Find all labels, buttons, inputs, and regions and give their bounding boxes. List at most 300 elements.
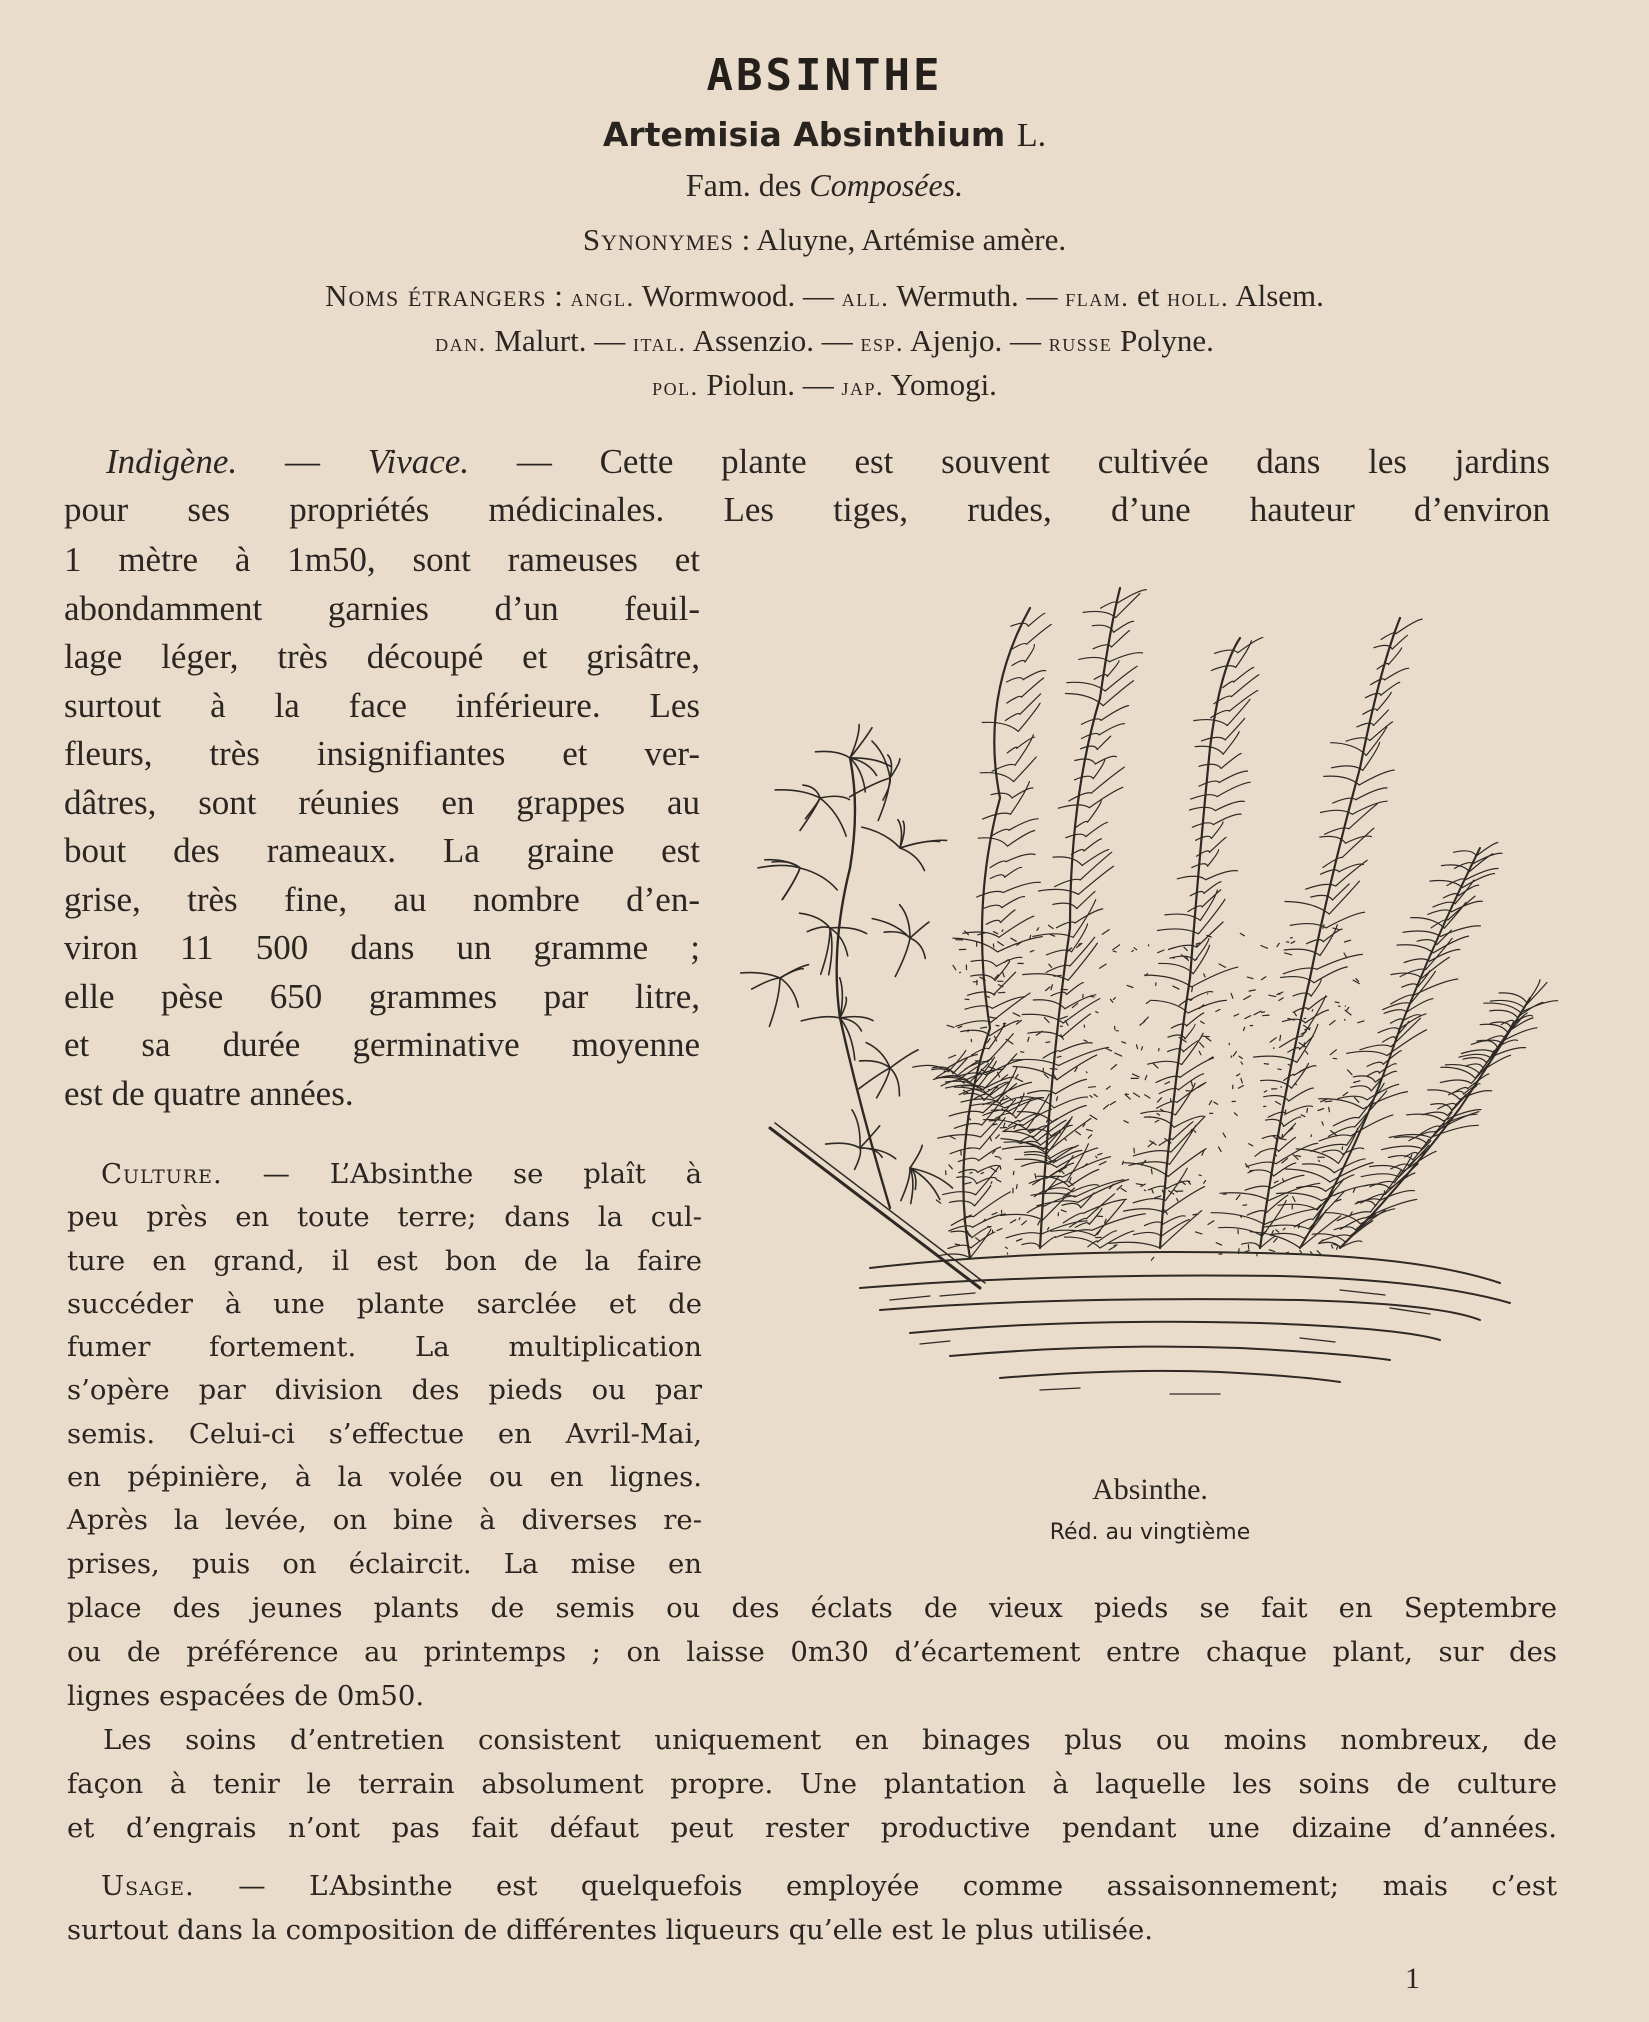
foliage-stroke bbox=[1068, 943, 1097, 980]
sprig-leaf-stroke bbox=[800, 798, 820, 831]
synonyms-line bbox=[0, 222, 1649, 258]
foliage-stroke bbox=[1385, 668, 1409, 680]
shading-stroke bbox=[1219, 964, 1226, 968]
shading-stroke bbox=[1184, 947, 1187, 950]
shading-stroke bbox=[1283, 1179, 1284, 1181]
usage-line-text: — L’Absinthe est quelquefois employée comme assaisonnement; mais c’est bbox=[238, 1870, 1557, 1902]
foliage-stroke bbox=[1430, 880, 1463, 887]
shading-stroke bbox=[1070, 1178, 1071, 1182]
foliage-stroke bbox=[970, 1229, 991, 1258]
intro-column-line: est de quatre années. bbox=[64, 1073, 354, 1113]
sprig-leaf-stroke bbox=[826, 1143, 860, 1148]
foliage-stroke bbox=[1302, 996, 1325, 1036]
shading-stroke bbox=[1291, 941, 1295, 943]
care-line: façon à tenir le terrain absolument propre. Une plantation à laquelle les soins de culture bbox=[67, 1768, 1557, 1800]
shading-stroke bbox=[1337, 1247, 1338, 1249]
sprig-leaf-stroke bbox=[800, 913, 831, 928]
foliage-stroke bbox=[1384, 1010, 1407, 1014]
shading-stroke bbox=[1343, 1092, 1348, 1095]
shading-stroke bbox=[1329, 1107, 1330, 1111]
shading-stroke bbox=[1048, 1227, 1049, 1229]
foliage-stroke bbox=[1179, 999, 1190, 1005]
shading-stroke bbox=[1244, 1027, 1245, 1030]
foliage-stroke bbox=[1008, 831, 1035, 847]
foliage-stroke bbox=[1086, 822, 1108, 836]
foliage-stroke bbox=[1223, 732, 1239, 754]
foliage-stroke bbox=[1268, 1112, 1286, 1117]
shading-stroke bbox=[1151, 1257, 1154, 1260]
shading-stroke bbox=[1245, 1016, 1251, 1019]
sprig-leaf-stroke bbox=[769, 978, 780, 1026]
usage-line: surtout dans la composition de différentes liqueurs qu’elle est le plus utilisée. bbox=[67, 1914, 1154, 1946]
shading-stroke bbox=[1301, 1115, 1305, 1117]
lang-name: Piolun. bbox=[706, 367, 796, 402]
foliage-stroke bbox=[1417, 940, 1437, 945]
foliage-stroke bbox=[1199, 781, 1219, 786]
shading-stroke bbox=[1011, 938, 1016, 941]
shading-stroke bbox=[1125, 1094, 1130, 1099]
sprig-leaf-stroke bbox=[800, 868, 837, 890]
foliage-stroke bbox=[1190, 992, 1213, 1000]
foliage-stroke bbox=[978, 838, 1007, 846]
foliage-stroke bbox=[979, 1147, 1001, 1161]
shading-stroke bbox=[1068, 1181, 1073, 1185]
foliage-stroke bbox=[1215, 801, 1244, 810]
foliage-stroke bbox=[1459, 1054, 1490, 1057]
shading-stroke bbox=[1285, 953, 1292, 955]
shading-stroke bbox=[1247, 977, 1253, 979]
sprig-leaf-stroke bbox=[860, 1126, 880, 1148]
foliage-stroke bbox=[1286, 1106, 1312, 1114]
shading-stroke bbox=[1240, 933, 1244, 935]
foliage-stroke bbox=[1479, 1055, 1511, 1073]
foliage-stroke bbox=[992, 829, 1009, 835]
usage-label: Usage. bbox=[101, 1870, 195, 1902]
foliage-stroke bbox=[1396, 619, 1422, 634]
foliage-stroke bbox=[1081, 746, 1098, 749]
foliage-stroke bbox=[1284, 1117, 1301, 1126]
foliage-stroke bbox=[1023, 671, 1045, 680]
shading-stroke bbox=[1223, 1133, 1226, 1137]
shading-stroke bbox=[994, 994, 995, 995]
shading-stroke bbox=[1263, 1015, 1270, 1016]
shading-stroke bbox=[970, 1173, 972, 1174]
shading-stroke bbox=[998, 942, 1004, 946]
foliage-stroke bbox=[1018, 703, 1040, 731]
foliage-stroke bbox=[1232, 675, 1259, 697]
shading-stroke bbox=[1306, 1051, 1308, 1054]
foliage-stroke bbox=[1454, 851, 1477, 856]
culture-line: ou de préférence au printemps ; on laisse 0m30 d’écartement entre chaque plant, sur des bbox=[67, 1636, 1557, 1668]
foliage-stroke bbox=[1023, 974, 1069, 980]
foliage-stroke bbox=[975, 1185, 991, 1206]
foliage-stroke bbox=[1005, 714, 1020, 721]
shading-stroke bbox=[1307, 1109, 1308, 1113]
shading-stroke bbox=[1191, 1081, 1192, 1086]
foliage-stroke bbox=[1171, 1116, 1205, 1152]
foliage-stroke bbox=[1046, 965, 1070, 972]
shading-stroke bbox=[1239, 1056, 1242, 1058]
foliage-stroke bbox=[968, 992, 994, 995]
shading-stroke bbox=[976, 1238, 980, 1241]
foliage-stroke bbox=[1367, 1084, 1399, 1099]
shading-stroke bbox=[1356, 979, 1359, 982]
foliage-stroke bbox=[1324, 776, 1359, 785]
foliage-stroke bbox=[1194, 720, 1228, 726]
culture-column-line: peu près en toute terre; dans la cul- bbox=[67, 1201, 702, 1234]
foliage-stroke bbox=[1197, 851, 1210, 856]
sprig-leaf-stroke bbox=[740, 973, 780, 978]
shading-stroke bbox=[1319, 1160, 1320, 1161]
shading-stroke bbox=[1348, 1070, 1353, 1075]
shading-stroke bbox=[1110, 1102, 1115, 1105]
shading-stroke bbox=[1084, 1040, 1087, 1041]
foliage-stroke bbox=[1463, 1058, 1486, 1063]
foliage-stroke bbox=[1164, 1187, 1205, 1213]
sprig-leaf-stroke bbox=[855, 1148, 861, 1169]
foliage-stroke bbox=[1375, 1071, 1396, 1082]
foliage-stroke bbox=[1371, 679, 1385, 685]
shading-stroke bbox=[1300, 1250, 1302, 1252]
shading-stroke bbox=[1194, 1131, 1196, 1133]
shading-stroke bbox=[1017, 1239, 1022, 1241]
shading-stroke bbox=[1050, 1069, 1057, 1070]
shading-stroke bbox=[1216, 1009, 1220, 1011]
foliage-stroke bbox=[1333, 884, 1350, 900]
shading-stroke bbox=[1244, 996, 1251, 1000]
shading-stroke bbox=[1278, 994, 1280, 995]
shading-stroke bbox=[989, 1120, 996, 1121]
shading-stroke bbox=[1239, 1249, 1240, 1254]
foliage-stroke bbox=[1053, 1106, 1087, 1123]
shading-stroke bbox=[1133, 1074, 1140, 1077]
care-line: et d’engrais n’ont pas fait défaut peut rester productive pendant une dizaine d’années. bbox=[67, 1812, 1557, 1844]
foliage-stroke bbox=[990, 861, 1006, 868]
shading-stroke bbox=[1171, 1099, 1172, 1102]
foliage-stroke bbox=[1015, 735, 1033, 765]
shading-stroke bbox=[1035, 1174, 1036, 1179]
foliage-stroke bbox=[1490, 1010, 1518, 1017]
shading-stroke bbox=[1038, 1221, 1040, 1225]
shading-stroke bbox=[1245, 1250, 1249, 1252]
shading-stroke bbox=[1294, 1012, 1296, 1016]
shading-stroke bbox=[947, 1025, 954, 1027]
foliage-stroke bbox=[1211, 1213, 1264, 1225]
foliage-stroke bbox=[982, 722, 1018, 731]
shading-stroke bbox=[1325, 1101, 1332, 1102]
foliage-stroke bbox=[1171, 1024, 1186, 1028]
culture-line: place des jeunes plants de semis ou des éclats de vieux pieds se fait en Septembre bbox=[67, 1592, 1557, 1624]
sprig-leaf-stroke bbox=[820, 798, 846, 836]
foliage-stroke bbox=[1247, 1211, 1267, 1215]
foliage-stroke bbox=[1133, 1151, 1171, 1156]
culture-line: lignes espacées de 0m50. bbox=[67, 1680, 425, 1712]
foliage-stroke bbox=[1183, 1041, 1198, 1052]
shading-stroke bbox=[1333, 1058, 1337, 1059]
intro-column-line: lage léger, très découpé et grisâtre, bbox=[64, 637, 700, 676]
shading-stroke bbox=[1288, 1064, 1290, 1065]
foliage-stroke bbox=[1440, 1080, 1471, 1083]
shading-stroke bbox=[1060, 1016, 1067, 1019]
shading-stroke bbox=[1219, 1147, 1222, 1152]
foliage-stroke bbox=[1011, 1059, 1059, 1065]
foliage-stroke bbox=[992, 997, 1024, 1009]
shading-stroke bbox=[1061, 1170, 1064, 1174]
foliage-stroke bbox=[1006, 1233, 1041, 1238]
foreign-names-line-2: dan. Malurt. — ital. Assenzio. — esp. Ajenjo. — russe Polyne. bbox=[435, 323, 1214, 358]
foliage-stroke bbox=[1377, 692, 1391, 710]
shading-stroke bbox=[1249, 990, 1255, 991]
foliage-stroke bbox=[1385, 1164, 1418, 1195]
family-name: Composées. bbox=[809, 167, 964, 203]
shading-stroke bbox=[1199, 1051, 1201, 1055]
shading-stroke bbox=[1049, 964, 1052, 967]
shading-stroke bbox=[1201, 1021, 1205, 1023]
foliage-stroke bbox=[1333, 1117, 1359, 1125]
foliage-stroke bbox=[1280, 1036, 1303, 1047]
foliage-stroke bbox=[1322, 1235, 1351, 1241]
shading-stroke bbox=[1279, 1138, 1286, 1139]
lang-code: esp. bbox=[860, 328, 905, 357]
foliage-stroke bbox=[949, 1201, 974, 1206]
foreign-names-line-3: pol. Piolun. — jap. Yomogi. bbox=[652, 367, 997, 402]
shading-stroke bbox=[1094, 1094, 1097, 1096]
foliage-stroke bbox=[1206, 871, 1238, 880]
shading-stroke bbox=[999, 1118, 1000, 1119]
shading-stroke bbox=[1198, 1084, 1204, 1088]
family-line bbox=[0, 167, 1649, 204]
lang-code: dan. bbox=[435, 328, 487, 357]
lang-code: russe bbox=[1048, 328, 1113, 357]
shading-stroke bbox=[1347, 1007, 1349, 1010]
foliage-stroke bbox=[956, 1021, 991, 1026]
lang-code: angl. bbox=[570, 283, 635, 312]
foliage-stroke bbox=[1014, 757, 1037, 782]
foliage-stroke bbox=[1317, 954, 1362, 969]
foliage-stroke bbox=[1133, 1199, 1165, 1203]
foliage-stroke bbox=[1044, 1182, 1066, 1192]
foliage-stroke bbox=[989, 1023, 1005, 1049]
shading-stroke bbox=[1335, 1002, 1339, 1003]
shading-stroke bbox=[1283, 1228, 1285, 1230]
shading-stroke bbox=[1144, 1017, 1148, 1021]
foliage-stroke bbox=[943, 1192, 976, 1195]
foliage-stroke bbox=[1006, 854, 1035, 862]
foliage-stroke bbox=[1173, 1122, 1194, 1140]
shading-stroke bbox=[1114, 998, 1116, 1000]
foliage-stroke bbox=[1279, 1137, 1296, 1151]
foliage-stroke bbox=[1402, 984, 1418, 987]
foliage-stroke bbox=[1095, 756, 1116, 764]
shading-stroke bbox=[964, 1182, 971, 1184]
sprig-leaf-stroke bbox=[901, 1168, 910, 1201]
shading-stroke bbox=[1206, 1037, 1211, 1041]
shading-stroke bbox=[981, 1027, 987, 1028]
shading-stroke bbox=[1021, 1052, 1024, 1053]
shading-stroke bbox=[1254, 1011, 1261, 1015]
foliage-stroke bbox=[1242, 1243, 1260, 1248]
wormwood-plant-icon bbox=[740, 548, 1560, 1468]
foliage-stroke bbox=[1367, 1062, 1383, 1066]
shading-stroke bbox=[1113, 951, 1116, 952]
culture-line-text: — L’Absinthe se plaît à bbox=[262, 1158, 702, 1190]
foliage-stroke bbox=[1293, 993, 1311, 996]
shading-stroke bbox=[1277, 943, 1279, 946]
shading-stroke bbox=[1134, 1148, 1135, 1153]
foliage-stroke bbox=[995, 1113, 1012, 1118]
shading-stroke bbox=[1061, 1210, 1066, 1212]
foliage-stroke bbox=[1027, 625, 1052, 645]
shading-stroke bbox=[950, 1136, 955, 1139]
foliage-stroke bbox=[1338, 1096, 1367, 1100]
foliage-stroke bbox=[1134, 1232, 1162, 1236]
shading-stroke bbox=[1192, 988, 1193, 992]
shading-stroke bbox=[1274, 1238, 1277, 1242]
foliage-stroke bbox=[1365, 693, 1381, 697]
foliage-stroke bbox=[1214, 696, 1232, 704]
shading-stroke bbox=[995, 1087, 998, 1088]
culture-column-line: ture en grand, il est bon de la faire bbox=[67, 1244, 702, 1277]
foliage-stroke bbox=[1456, 1086, 1477, 1105]
foliage-stroke bbox=[1191, 795, 1218, 799]
shading-stroke bbox=[1203, 1036, 1210, 1037]
shading-stroke bbox=[1141, 1047, 1142, 1050]
shading-stroke bbox=[1157, 1114, 1160, 1116]
shading-stroke bbox=[993, 932, 997, 934]
intro-lead-vivace: Vivace. bbox=[367, 442, 470, 481]
foliage-stroke bbox=[1387, 1030, 1426, 1056]
foliage-stroke bbox=[1211, 666, 1235, 671]
foliage-stroke bbox=[983, 905, 1002, 909]
foliage-stroke bbox=[974, 1192, 1011, 1217]
foliage-stroke bbox=[1114, 621, 1134, 632]
foliage-stroke bbox=[1188, 1000, 1226, 1013]
foliage-stroke bbox=[1361, 1174, 1399, 1177]
shading-stroke bbox=[1323, 925, 1324, 929]
sprig-leaf-stroke bbox=[801, 1017, 840, 1021]
foliage-stroke bbox=[1213, 814, 1241, 824]
foliage-stroke bbox=[1490, 1000, 1523, 1007]
foliage-stroke bbox=[1150, 1000, 1188, 1013]
shading-stroke bbox=[1165, 1082, 1170, 1084]
sprig-leaf-stroke bbox=[850, 778, 890, 797]
foliage-stroke bbox=[1000, 1214, 1042, 1220]
sprig-leaf-stroke bbox=[862, 827, 900, 848]
latin-binomial: Artemisia Absinthium bbox=[602, 115, 1006, 154]
shading-stroke bbox=[949, 1165, 952, 1169]
foliage-stroke bbox=[1414, 979, 1458, 995]
shading-stroke bbox=[1016, 1079, 1023, 1082]
shading-stroke bbox=[1028, 1037, 1029, 1041]
lang-name: Polyne. bbox=[1119, 323, 1214, 358]
foliage-stroke bbox=[1201, 737, 1225, 741]
sprig-leaf-stroke bbox=[807, 927, 830, 932]
shading-stroke bbox=[1318, 1109, 1324, 1111]
foliage-stroke bbox=[988, 1034, 1014, 1063]
foliage-stroke bbox=[1177, 876, 1206, 879]
shading-stroke bbox=[1354, 1081, 1360, 1083]
shading-stroke bbox=[1113, 945, 1120, 950]
foliage-stroke bbox=[1197, 922, 1223, 947]
shading-stroke bbox=[1051, 985, 1052, 990]
foliage-stroke bbox=[938, 1135, 981, 1139]
foliage-stroke bbox=[1382, 1146, 1422, 1150]
lang-name: Alsem. bbox=[1235, 278, 1324, 313]
shading-stroke bbox=[1282, 1134, 1283, 1137]
foliage-stroke bbox=[1223, 681, 1234, 687]
foliage-stroke bbox=[1307, 940, 1324, 944]
foliage-stroke bbox=[1289, 1088, 1314, 1101]
shading-stroke bbox=[1076, 1131, 1081, 1134]
sprig-leaf-stroke bbox=[775, 790, 820, 798]
foliage-stroke bbox=[1060, 1043, 1092, 1052]
foreign-names-line-1: Noms étrangers : angl. Wormwood. — all. Wermuth. — flam. et holl. Alsem. bbox=[325, 278, 1324, 313]
foliage-stroke bbox=[1075, 1180, 1124, 1197]
foliage-stroke bbox=[1286, 1169, 1330, 1182]
shading-stroke bbox=[1269, 1250, 1274, 1252]
foliage-stroke bbox=[1297, 1186, 1326, 1191]
shading-stroke bbox=[1037, 928, 1039, 931]
foliage-stroke bbox=[1159, 963, 1194, 973]
family-prefix: Fam. des bbox=[685, 167, 802, 203]
sprig-leaf-stroke bbox=[820, 796, 849, 799]
lang-name: Assenzio. bbox=[692, 323, 814, 358]
foliage-stroke bbox=[1053, 857, 1082, 866]
shading-stroke bbox=[1136, 1184, 1143, 1185]
foliage-stroke bbox=[1078, 1180, 1129, 1203]
foliage-stroke bbox=[1007, 747, 1017, 753]
foliage-stroke bbox=[1325, 828, 1349, 834]
shading-stroke bbox=[1087, 1129, 1093, 1131]
culture-column bbox=[67, 1153, 702, 1586]
sprig-leaf-stroke bbox=[780, 969, 803, 978]
foliage-stroke bbox=[1075, 821, 1088, 828]
foliage-stroke bbox=[1404, 959, 1429, 963]
foliage-stroke bbox=[1145, 975, 1192, 987]
lang-name: Wermuth. bbox=[896, 278, 1019, 313]
shading-stroke bbox=[958, 1026, 962, 1028]
foliage-stroke bbox=[1109, 653, 1142, 662]
foliage-stroke bbox=[1366, 727, 1387, 755]
foliage-stroke bbox=[1158, 929, 1199, 934]
foliage-stroke bbox=[1374, 710, 1389, 726]
shading-stroke bbox=[1270, 1038, 1276, 1042]
foliage-stroke bbox=[1062, 1014, 1091, 1037]
shading-stroke bbox=[1287, 1128, 1293, 1133]
shading-stroke bbox=[1124, 1121, 1128, 1123]
foliage-stroke bbox=[1331, 766, 1362, 770]
foliage-stroke bbox=[1527, 980, 1540, 1003]
foliage-stroke bbox=[1048, 1188, 1073, 1192]
synonyms-text: : Aluyne, Artémise amère. bbox=[741, 222, 1067, 257]
culture-column-line: semis. Celui-ci s’effectue en Avril-Mai, bbox=[67, 1417, 702, 1450]
shading-stroke bbox=[1155, 1196, 1161, 1198]
foliage-stroke bbox=[1011, 623, 1028, 626]
shading-stroke bbox=[1237, 1074, 1240, 1076]
shading-stroke bbox=[1345, 940, 1351, 942]
page-title: ABSINTHE bbox=[706, 50, 943, 101]
sprig-leaf-stroke bbox=[780, 978, 798, 1007]
shading-stroke bbox=[1099, 1162, 1106, 1165]
foreign-label: Noms étrangers bbox=[325, 278, 547, 313]
foliage-stroke bbox=[1392, 635, 1407, 649]
foliage-stroke bbox=[958, 1158, 978, 1161]
foliage-stroke bbox=[1359, 770, 1394, 785]
latin-author: L. bbox=[1016, 117, 1047, 154]
shading-stroke bbox=[967, 1148, 970, 1149]
shading-stroke bbox=[1004, 1123, 1005, 1128]
shading-stroke bbox=[1104, 1105, 1109, 1109]
